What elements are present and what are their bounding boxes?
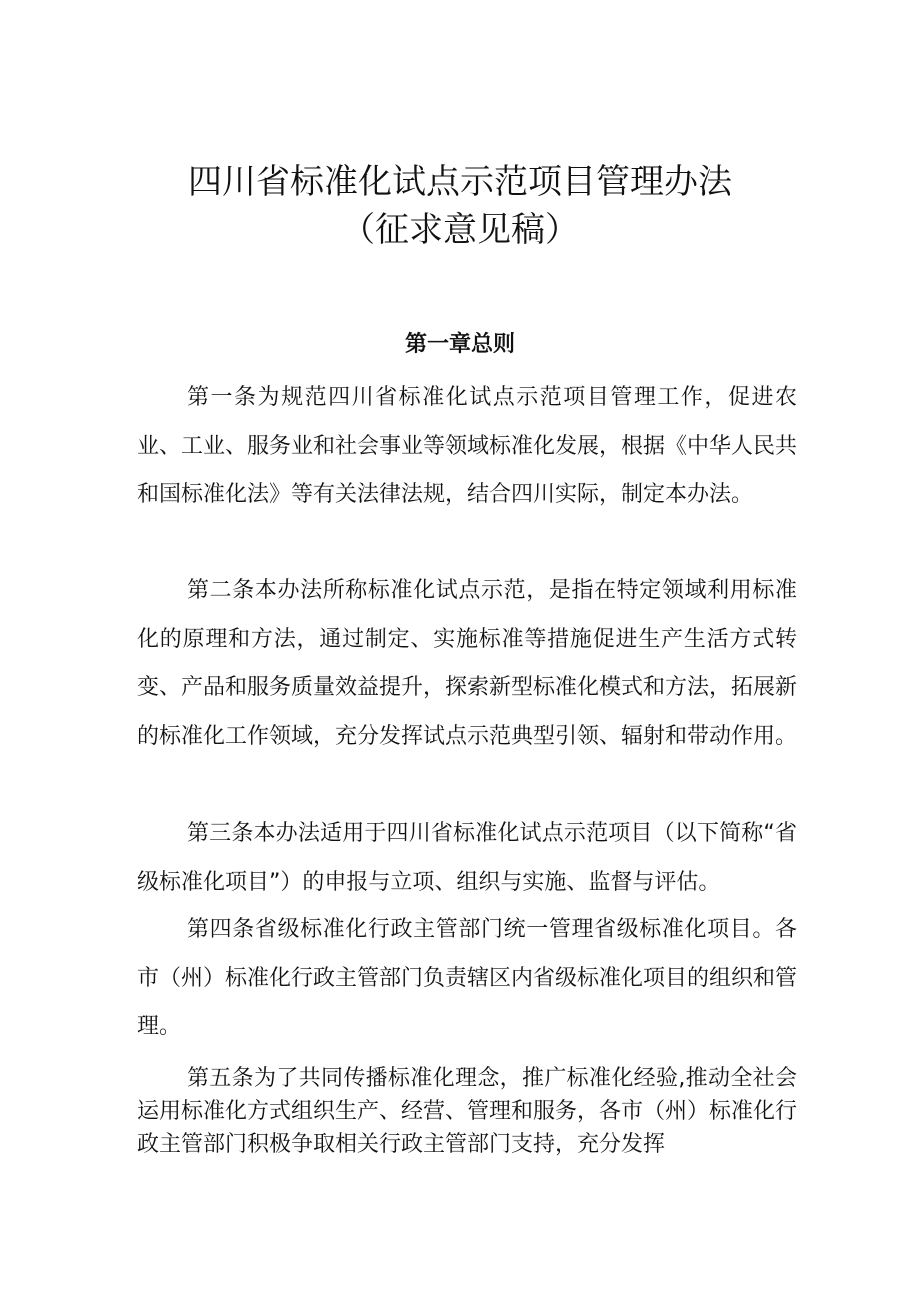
chapter-heading: 第一章总则 [404,332,515,357]
article-5: 第五条为了共同传播标准化理念，推广标准化经验,推动全社会运用标准化方式组织生产、经营、管理和服务，各市（州）标准化行政主管部门积极争取相关行政主管部门支持，充分发挥 [137,1066,798,1157]
document-subtitle: （征求意见稿） [341,210,579,250]
article-2: 第二条本办法所称标准化试点示范，是指在特定领域利用标准化的原理和方法，通过制定、实施标准等措施促进生产生活方式转变、产品和服务质量效益提升，探索新型标准化模式和方法，拓展新的标准化工作领域，充分发挥试点示范典型引领、辐射和带动作用。 [137,578,798,749]
article-3: 第三条本办法适用于四川省标准化试点示范项目（以下简称“省级标准化项目”）的申报与立项、组织与实施、监督与评估。 [137,821,797,895]
article-1: 第一条为规范四川省标准化试点示范项目管理工作，促进农业、工业、服务业和社会事业等领域标准化发展，根据《中华人民共和国标准化法》等有关法律法规，结合四川实际，制定本办法。 [137,385,798,507]
article-4: 第四条省级标准化行政主管部门统一管理省级标准化项目。各市（州）标准化行政主管部门负责辖区内省级标准化项目的组织和管理。 [137,917,798,1039]
document-title: 四川省标准化试点示范项目管理办法 [188,162,732,202]
